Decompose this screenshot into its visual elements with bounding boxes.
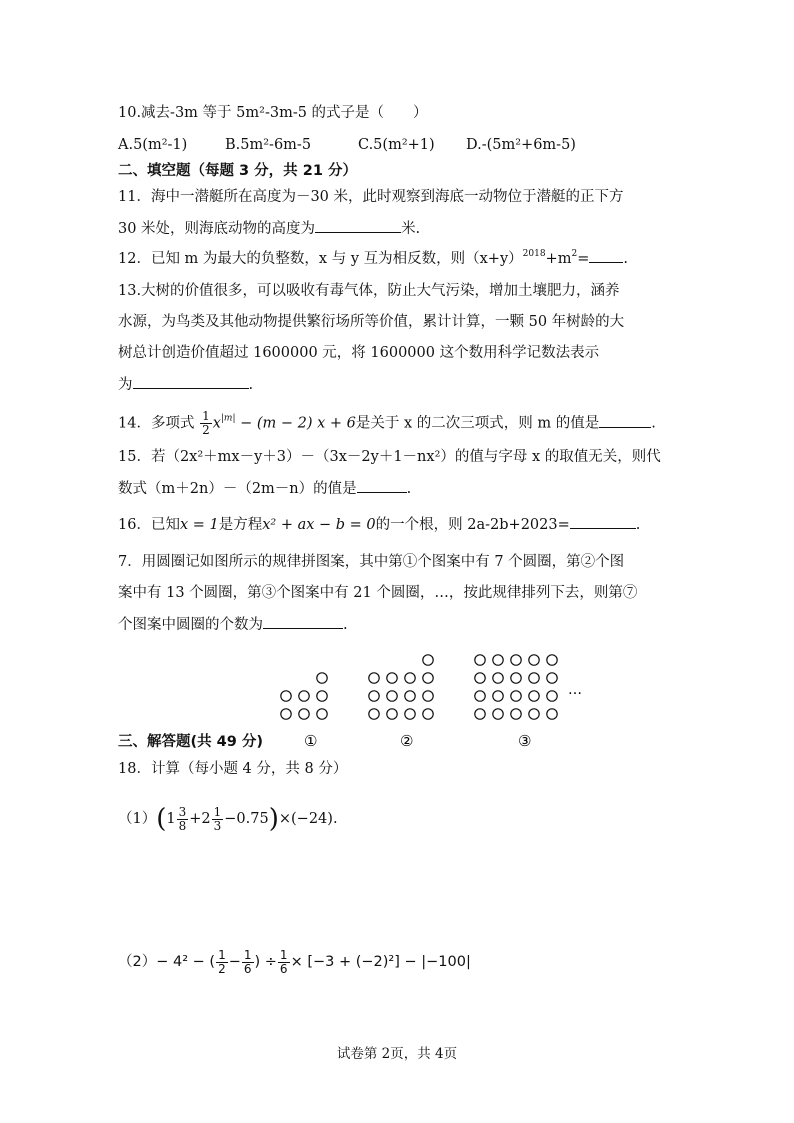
pattern-3-circle (511, 691, 521, 701)
q11-unit: 米. (401, 221, 421, 237)
q18-p1-mult: ×(−24). (278, 811, 338, 827)
pattern-3-label: ③ (518, 732, 532, 750)
q10-option-a: A.5(m²-1) (118, 137, 188, 153)
q18-p1-plus: +2 (189, 811, 211, 827)
pattern-3-circle (475, 673, 485, 683)
pattern-3-circle (529, 709, 539, 719)
pattern-2-circle (387, 709, 397, 719)
q12-line: 12．已知 m 为最大的负整数，x 与 y 互为相反数，则$(x+y)^{2018}+m^2=$ . (118, 249, 628, 267)
q18-p2-label: （2） (118, 954, 157, 970)
pattern-3-circle (547, 655, 557, 665)
pattern-2-circle (423, 691, 433, 701)
q16-text: 16．已知 (118, 517, 180, 533)
q15-line1: 15．若（2x²＋mx－y＋3）－（3x－2y＋1－nx²）的值与字母 x 的取值无关，则代 (118, 449, 661, 465)
q13-line1: 13.大树的价值很多，可以吸收有毒气体，防止大气污染，增加土壤肥力，涵养 (118, 283, 620, 299)
q18-p2-fraction1: $\frac{1}{2}$ (218, 947, 226, 976)
q14-post: 是关于 x 的二次三项式，则 m 的值是 (355, 415, 600, 432)
pattern-2-circle (387, 673, 397, 683)
pattern-3-circle (493, 691, 503, 701)
pattern-3-circle (511, 655, 521, 665)
q17-text: 个图案中圆圈的个数为 (118, 617, 263, 633)
pattern-2-circle (369, 709, 379, 719)
q16-eq2: x² + ax − b = 0 (262, 517, 376, 533)
pattern-1-circle (281, 691, 291, 701)
q18-part2 (118, 945, 471, 979)
q16-answer-blank[interactable] (570, 514, 636, 529)
q10-options (118, 135, 576, 155)
q12-exponent: 2018 (522, 249, 546, 259)
q14-fraction: $\frac{1}{2}$ (202, 409, 210, 437)
q18-p2-b: ) ÷ (254, 954, 277, 970)
q16-line: 16．已知x = 1是方程x² + ax − b = 0的一个根，则 2a-2b+2023= . (118, 514, 640, 535)
pattern-ellipsis: … (568, 682, 582, 698)
pattern-1-label: ① (304, 732, 318, 750)
q12-eq: = (577, 251, 590, 267)
q18-p2-fraction3: $\frac{1}{6}$ (279, 947, 288, 976)
q14-var: x (212, 415, 221, 432)
q13-line3: 树总计创造价值超过 1600000 元，将 1600000 这个数用科学记数法表示 (118, 345, 600, 361)
q14-poly-rest: − (m − 2) x + 6 (235, 415, 356, 432)
pattern-3-circle (475, 691, 485, 701)
pattern-1-circle (299, 691, 309, 701)
pattern-2-circle (369, 673, 379, 683)
q18-p1-whole: 1 (166, 811, 176, 827)
q14-exponent: |m| (220, 413, 236, 424)
q14-text: 14．多项式 (118, 415, 195, 432)
q18-p2-c: × [−3 + (−2)²] − |−100| (290, 954, 471, 970)
circle-pattern-figure (270, 648, 600, 753)
pattern-3-circle (511, 673, 521, 683)
pattern-2-circle (423, 655, 433, 665)
pattern-3-circle (529, 691, 539, 701)
pattern-1-circle (317, 673, 327, 683)
page-footer: 试卷第 2页，共 4页 (336, 1046, 458, 1062)
q12-mid: +m (545, 251, 572, 267)
pattern-3-circle (547, 709, 557, 719)
q16-eq1: x = 1 (179, 517, 219, 533)
pattern-2-circle (369, 691, 379, 701)
pattern-1-circle (317, 709, 327, 719)
q12-answer-blank[interactable] (589, 248, 623, 263)
q17-line1: 7．用圆圈记如图所示的规律拼图案，其中第①个图案中有 7 个圆圈，第②个图 (118, 554, 625, 570)
pattern-2-circle (387, 691, 397, 701)
q18-title: 18．计算（每小题 4 分，共 8 分） (118, 761, 348, 777)
q10-option-c: C.5(m²+1) (358, 137, 435, 153)
section2-title: 二、填空题（每题 3 分，共 21 分） (118, 163, 357, 179)
pattern-3-circle (511, 709, 521, 719)
pattern-3-circle (529, 673, 539, 683)
q10-option-d: D.-(5m²+6m-5) (466, 137, 576, 153)
q15-answer-blank[interactable] (357, 478, 407, 493)
q17-line2: 案中有 13 个圆圈，第③个图案中有 21 个圆圈，…，按此规律排列下去，则第⑦ (118, 585, 638, 601)
q11-line1: 11．海中一潜艇所在高度为－30 米，此时观察到海底一动物位于潜艇的正下方 (118, 189, 624, 205)
q17-answer-blank[interactable] (263, 614, 343, 629)
q13-line2: 水源，为鸟类及其他动物提供繁衍场所等价值，累计计算，一颗 50 年树龄的大 (118, 314, 625, 330)
q11-text: 30 米处，则海底动物的高度为 (118, 221, 316, 237)
pattern-1-circle (317, 691, 327, 701)
q18-p2-fraction2: $\frac{1}{6}$ (243, 947, 252, 976)
q18-p1-label: （1） (118, 811, 157, 827)
q14-answer-blank[interactable] (599, 413, 651, 428)
pattern-2-circle (405, 709, 415, 719)
q18-p1-fraction1: $\frac{3}{8}$ (178, 804, 187, 833)
q11-answer-blank[interactable] (315, 218, 401, 233)
pattern-3-circle (475, 709, 485, 719)
pattern-3-circle (493, 709, 503, 719)
q18-p2-a: − 4² − ( (156, 954, 216, 970)
pattern-2-circle (405, 691, 415, 701)
q12-text: 12．已知 m 为最大的负整数，x 与 y 互为相反数，则（x+y） (118, 251, 523, 267)
q15-text: 数式（m＋2n）－（2m－n）的值是 (118, 481, 357, 497)
q13-line4: 为 . (118, 374, 253, 395)
q18-p1-tail: −0.75 (224, 811, 269, 827)
q18-p2-minus: − (228, 954, 241, 970)
pattern-1-circle (299, 709, 309, 719)
pattern-3-circle (529, 655, 539, 665)
q13-answer-blank[interactable] (133, 374, 249, 389)
q18-part1: （1）(1 $\frac{3}{8}$ +2 $\frac{1}{3}$ −0.75)×(−24). (118, 804, 338, 834)
q10-option-b: B.5m²-6m-5 (225, 137, 312, 153)
q17-line3: 个图案中圆圈的个数为 . (118, 614, 348, 635)
q16-mid: 是方程 (218, 517, 263, 533)
pattern-2-circle (405, 673, 415, 683)
pattern-1-circle (281, 709, 291, 719)
q11-line2 (118, 218, 420, 239)
pattern-2-circle (423, 673, 433, 683)
pattern-3-circle (547, 673, 557, 683)
q14-line: 14．多项式 $\frac{1}{2}$ $x^{|m|} - (m - 2) x + 6$是关于 x 的二次三项式，则 m 的值是 . (118, 409, 656, 437)
q18-p1-fraction2: $\frac{1}{3}$ (213, 804, 222, 833)
pattern-3-circle (493, 673, 503, 683)
section3-title: 三、解答题(共 49 分) (118, 734, 264, 750)
q15-line2: 数式（m＋2n）－（2m－n）的值是 . (118, 478, 411, 499)
pattern-3-circle (493, 655, 503, 665)
q13-text: 为 (118, 377, 133, 393)
q12-square: 2 (571, 249, 578, 259)
pattern-3-circle (475, 655, 485, 665)
q16-post: 的一个根，则 2a-2b+2023= (375, 517, 570, 533)
q10-stem: 10.减去-3m 等于 5m²-3m-5 的式子是（ ） (118, 105, 428, 121)
pattern-3-circle (547, 691, 557, 701)
pattern-2-circle (423, 709, 433, 719)
pattern-2-label: ② (400, 732, 414, 750)
